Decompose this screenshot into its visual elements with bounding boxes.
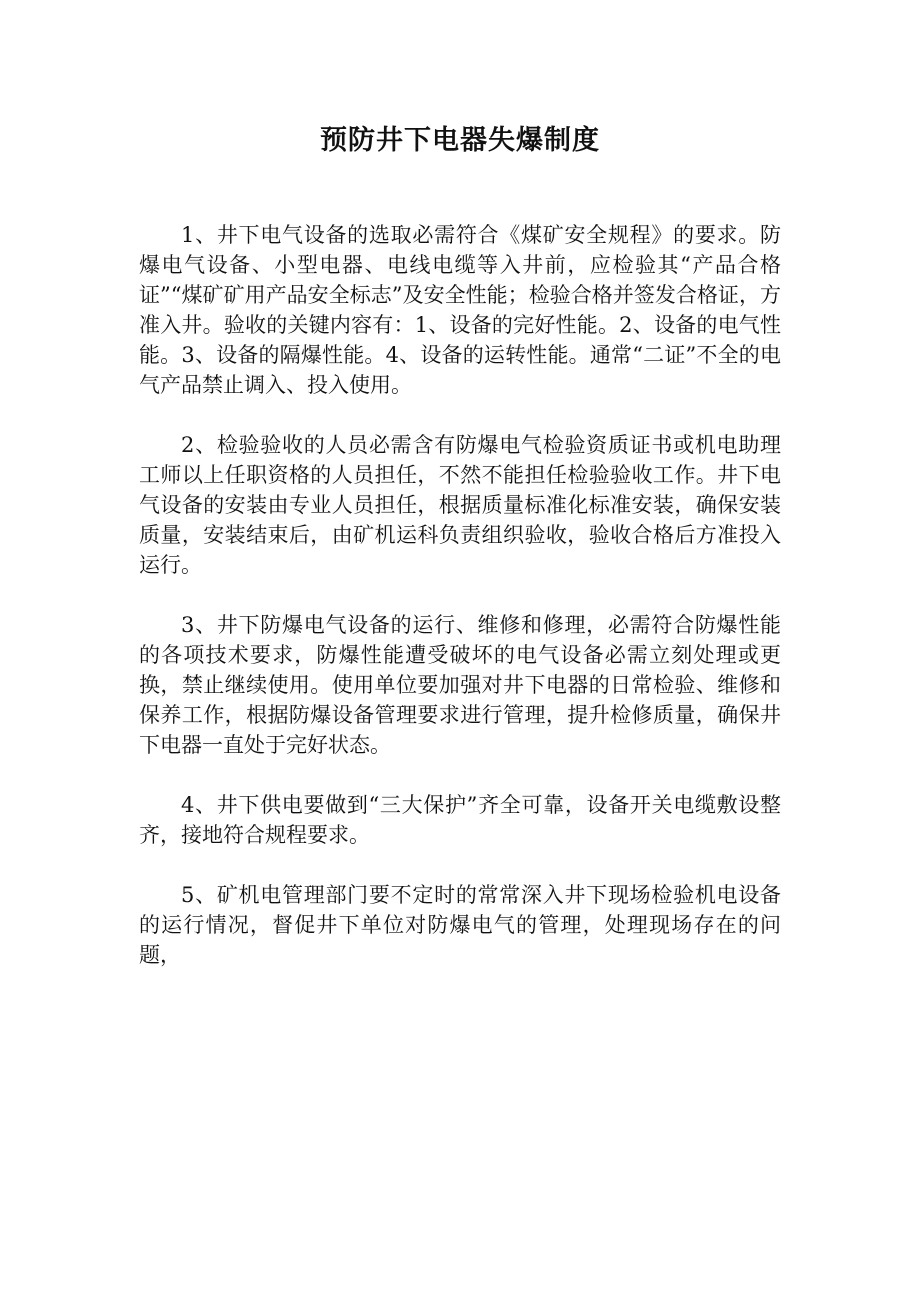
- paragraph-2: 2、检验验收的人员必需含有防爆电气检验资质证书或机电助理工师以上任职资格的人员担任，不然不能担任检验验收工作。井下电气设备的安装由专业人员担任，根据质量标准化标准安装，确保安装质量，安装结束后，由矿机运科负责组织验收，验收合格后方准投入运行。: [139, 433, 781, 577]
- paragraph-3: 3、井下防爆电气设备的运行、维修和修理，必需符合防爆性能的各项技术要求，防爆性能遭受破坏的电气设备必需立刻处理或更换，禁止继续使用。使用单位要加强对井下电器的日常检验、维修和保养工作，根据防爆设备管理要求进行管理，提升检修质量，确保井下电器一直处于完好状态。: [139, 613, 781, 757]
- document-body: [139, 220, 781, 970]
- paragraph-1: 1、井下电气设备的选取必需符合《煤矿安全规程》的要求。防爆电气设备、小型电器、电线电缆等入井前，应检验其“产品合格证”“煤矿矿用产品安全标志”及安全性能；检验合格并签发合格证，方准入井。验收的关键内容有：1、设备的完好性能。2、设备的电气性能。3、设备的隔爆性能。4、设备的运转性能。通常“二证”不全的电气产品禁止调入、投入使用。: [139, 223, 781, 397]
- paragraph-4: 4、井下供电要做到“三大保护”齐全可靠，设备开关电缆敷设整齐，接地符合规程要求。: [139, 793, 781, 847]
- paragraph-5: 5、矿机电管理部门要不定时的常常深入井下现场检验机电设备的运行情况，督促井下单位对防爆电气的管理，处理现场存在的问题，: [139, 883, 781, 967]
- document-title: 预防井下电器失爆制度: [320, 125, 600, 156]
